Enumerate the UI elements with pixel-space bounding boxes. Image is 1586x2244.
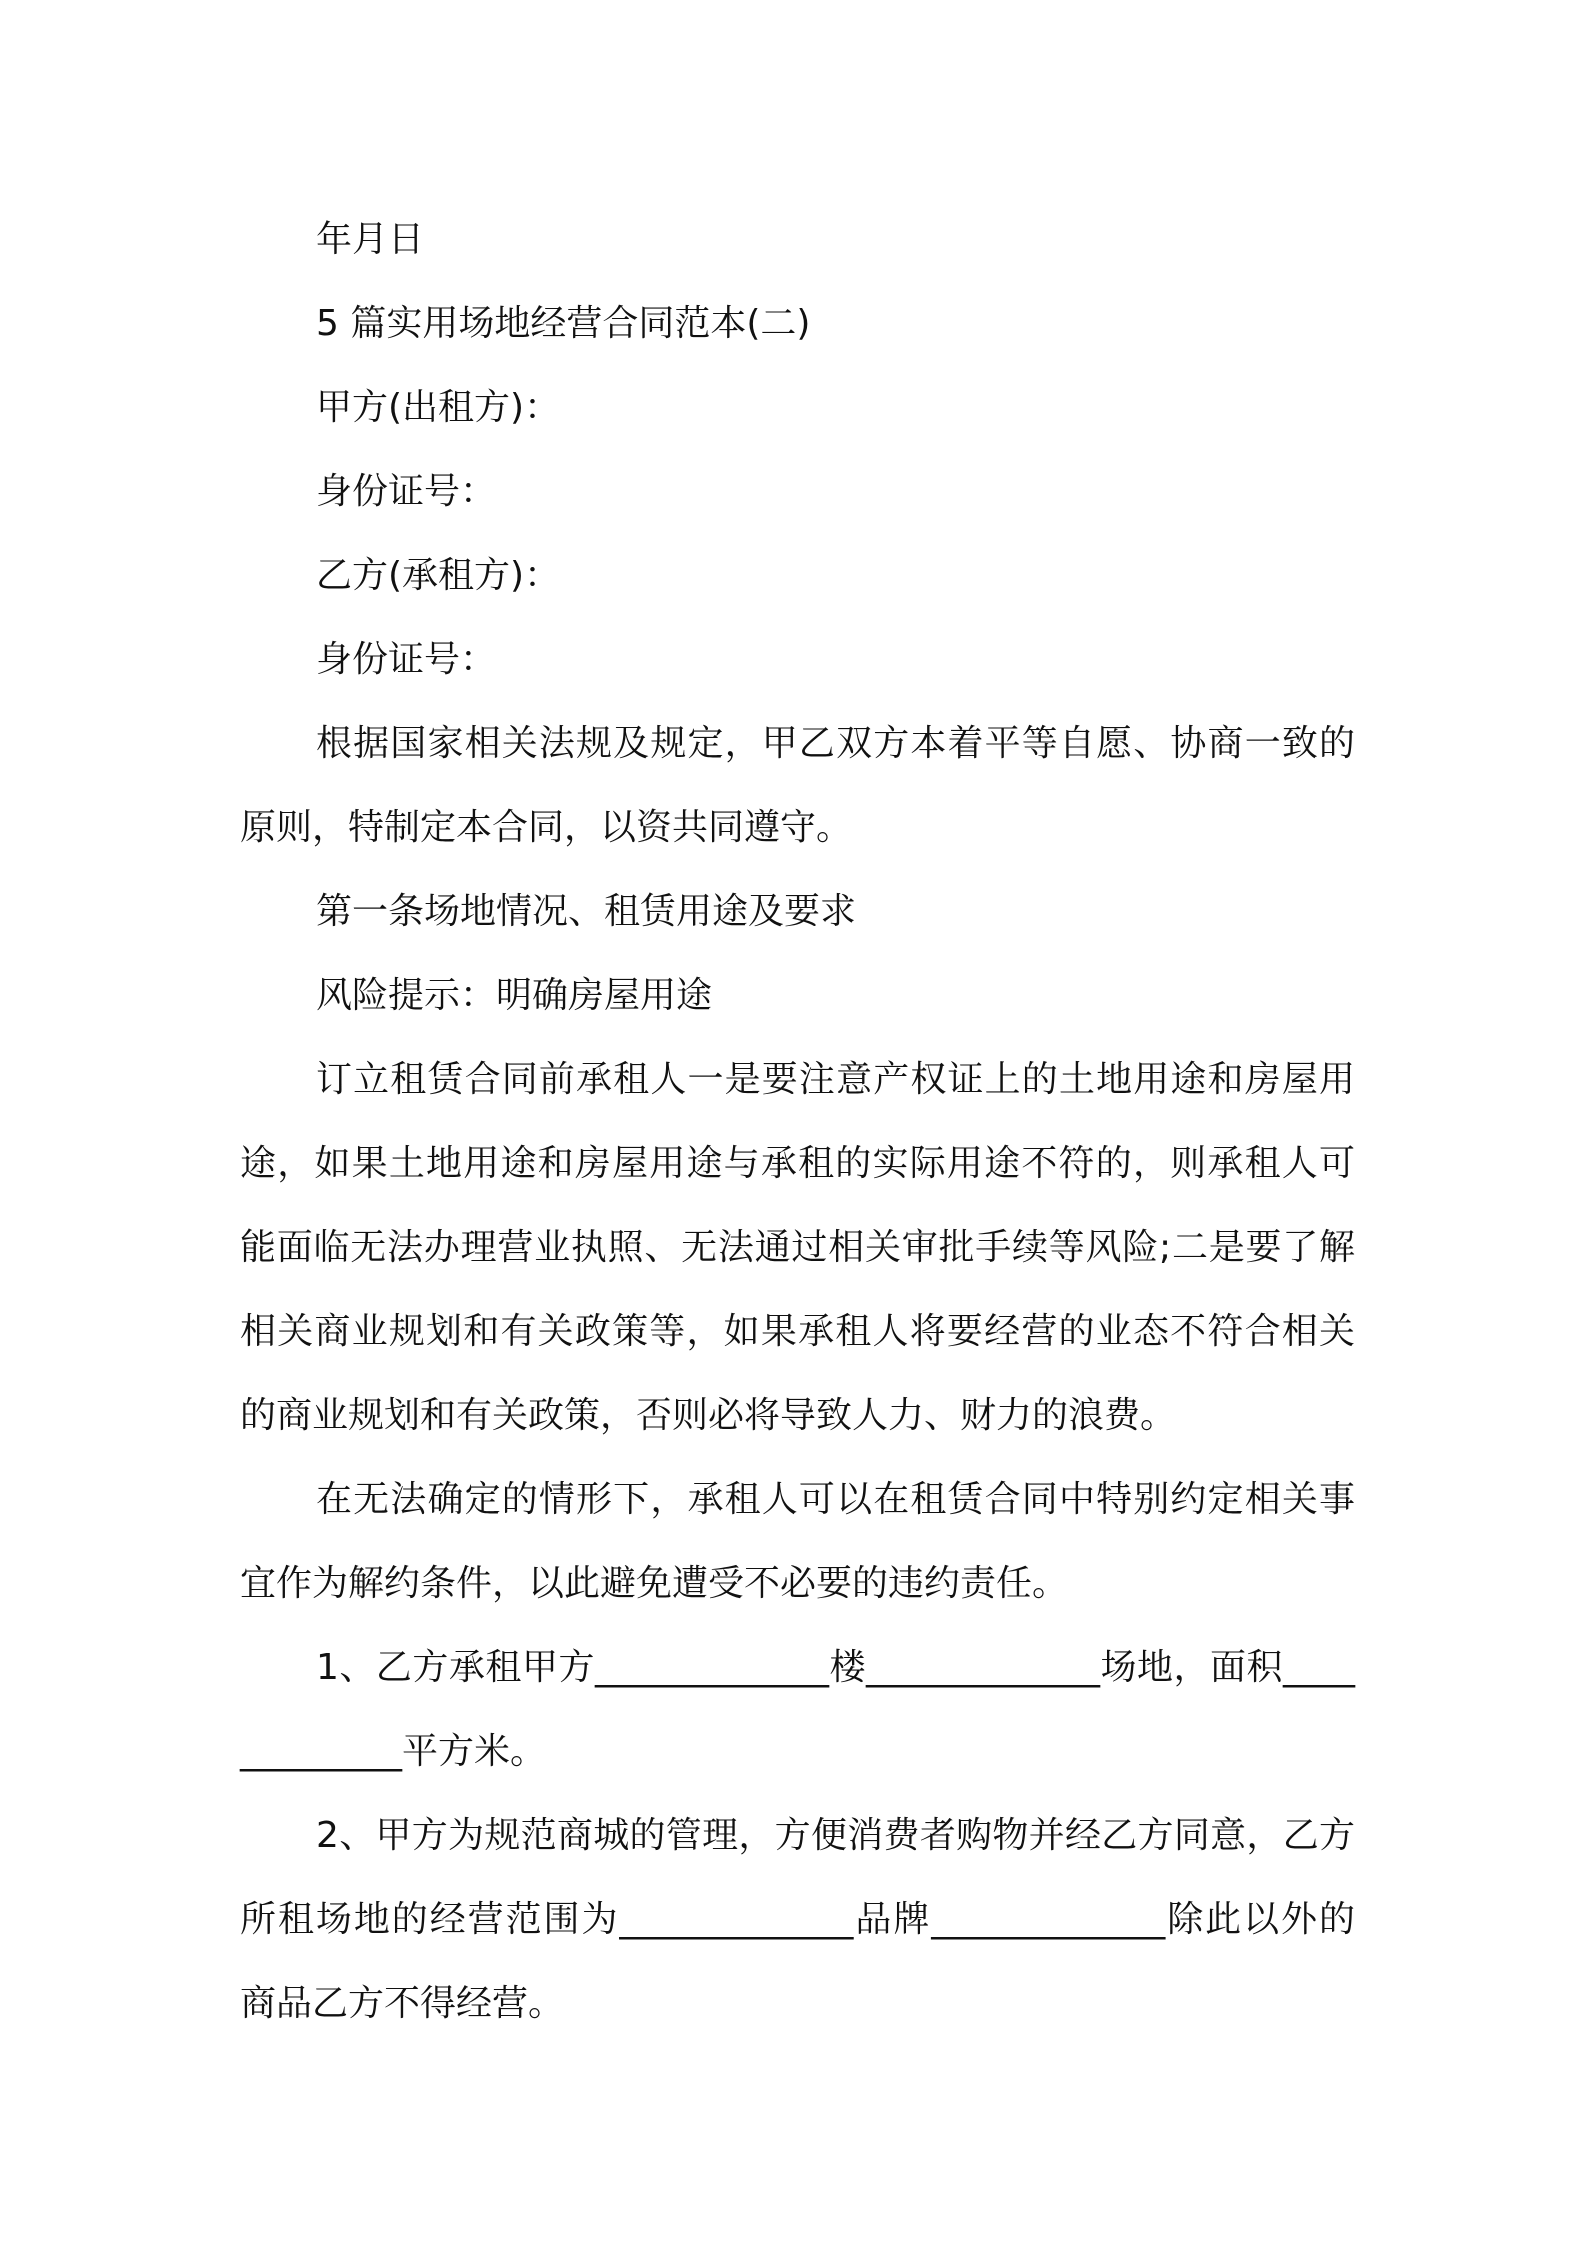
article-1-heading: 第一条场地情况、租赁用途及要求	[316, 891, 857, 932]
document-title: 5 篇实用场地经营合同范本(二)	[316, 303, 811, 344]
date-line: 年月日	[316, 219, 425, 260]
condition-paragraph: 在无法确定的情形下，承租人可以在租赁合同中特别约定相关事宜作为解约条件，以此避免遭受不必要的违约责任。	[240, 1479, 1355, 1604]
risk-paragraph: 订立租赁合同前承租人一是要注意产权证上的土地用途和房屋用途，如果土地用途和房屋用途与承租的实际用途不符的，则承租人可能面临无法办理营业执照、无法通过相关审批手续等风险;二是要了解相关商业规划和有关政策等，如果承租人将要经营的业态不符合相关的商业规划和有关政策，否则必将导致人力、财力的浪费。	[240, 1059, 1355, 1436]
party-b-id-label: 身份证号：	[316, 639, 497, 680]
party-a-id-label: 身份证号：	[316, 471, 497, 512]
party-b-label: 乙方(承租方)：	[316, 555, 561, 596]
clause-2: 2、甲方为规范商城的管理，方便消费者购物并经乙方同意，乙方所租场地的经营范围为_____________品牌_____________除此以外的商品乙方不得经营。	[240, 1815, 1355, 2024]
clause-1: 1、乙方承租甲方_____________楼_____________场地，面积_____________平方米。	[240, 1647, 1355, 1772]
party-a-label: 甲方(出租方)：	[316, 387, 561, 428]
document-body	[240, 198, 1355, 2046]
intro-paragraph: 根据国家相关法规及规定，甲乙双方本着平等自愿、协商一致的原则，特制定本合同，以资共同遵守。	[240, 723, 1355, 848]
risk-tip: 风险提示：明确房屋用途	[316, 975, 713, 1016]
